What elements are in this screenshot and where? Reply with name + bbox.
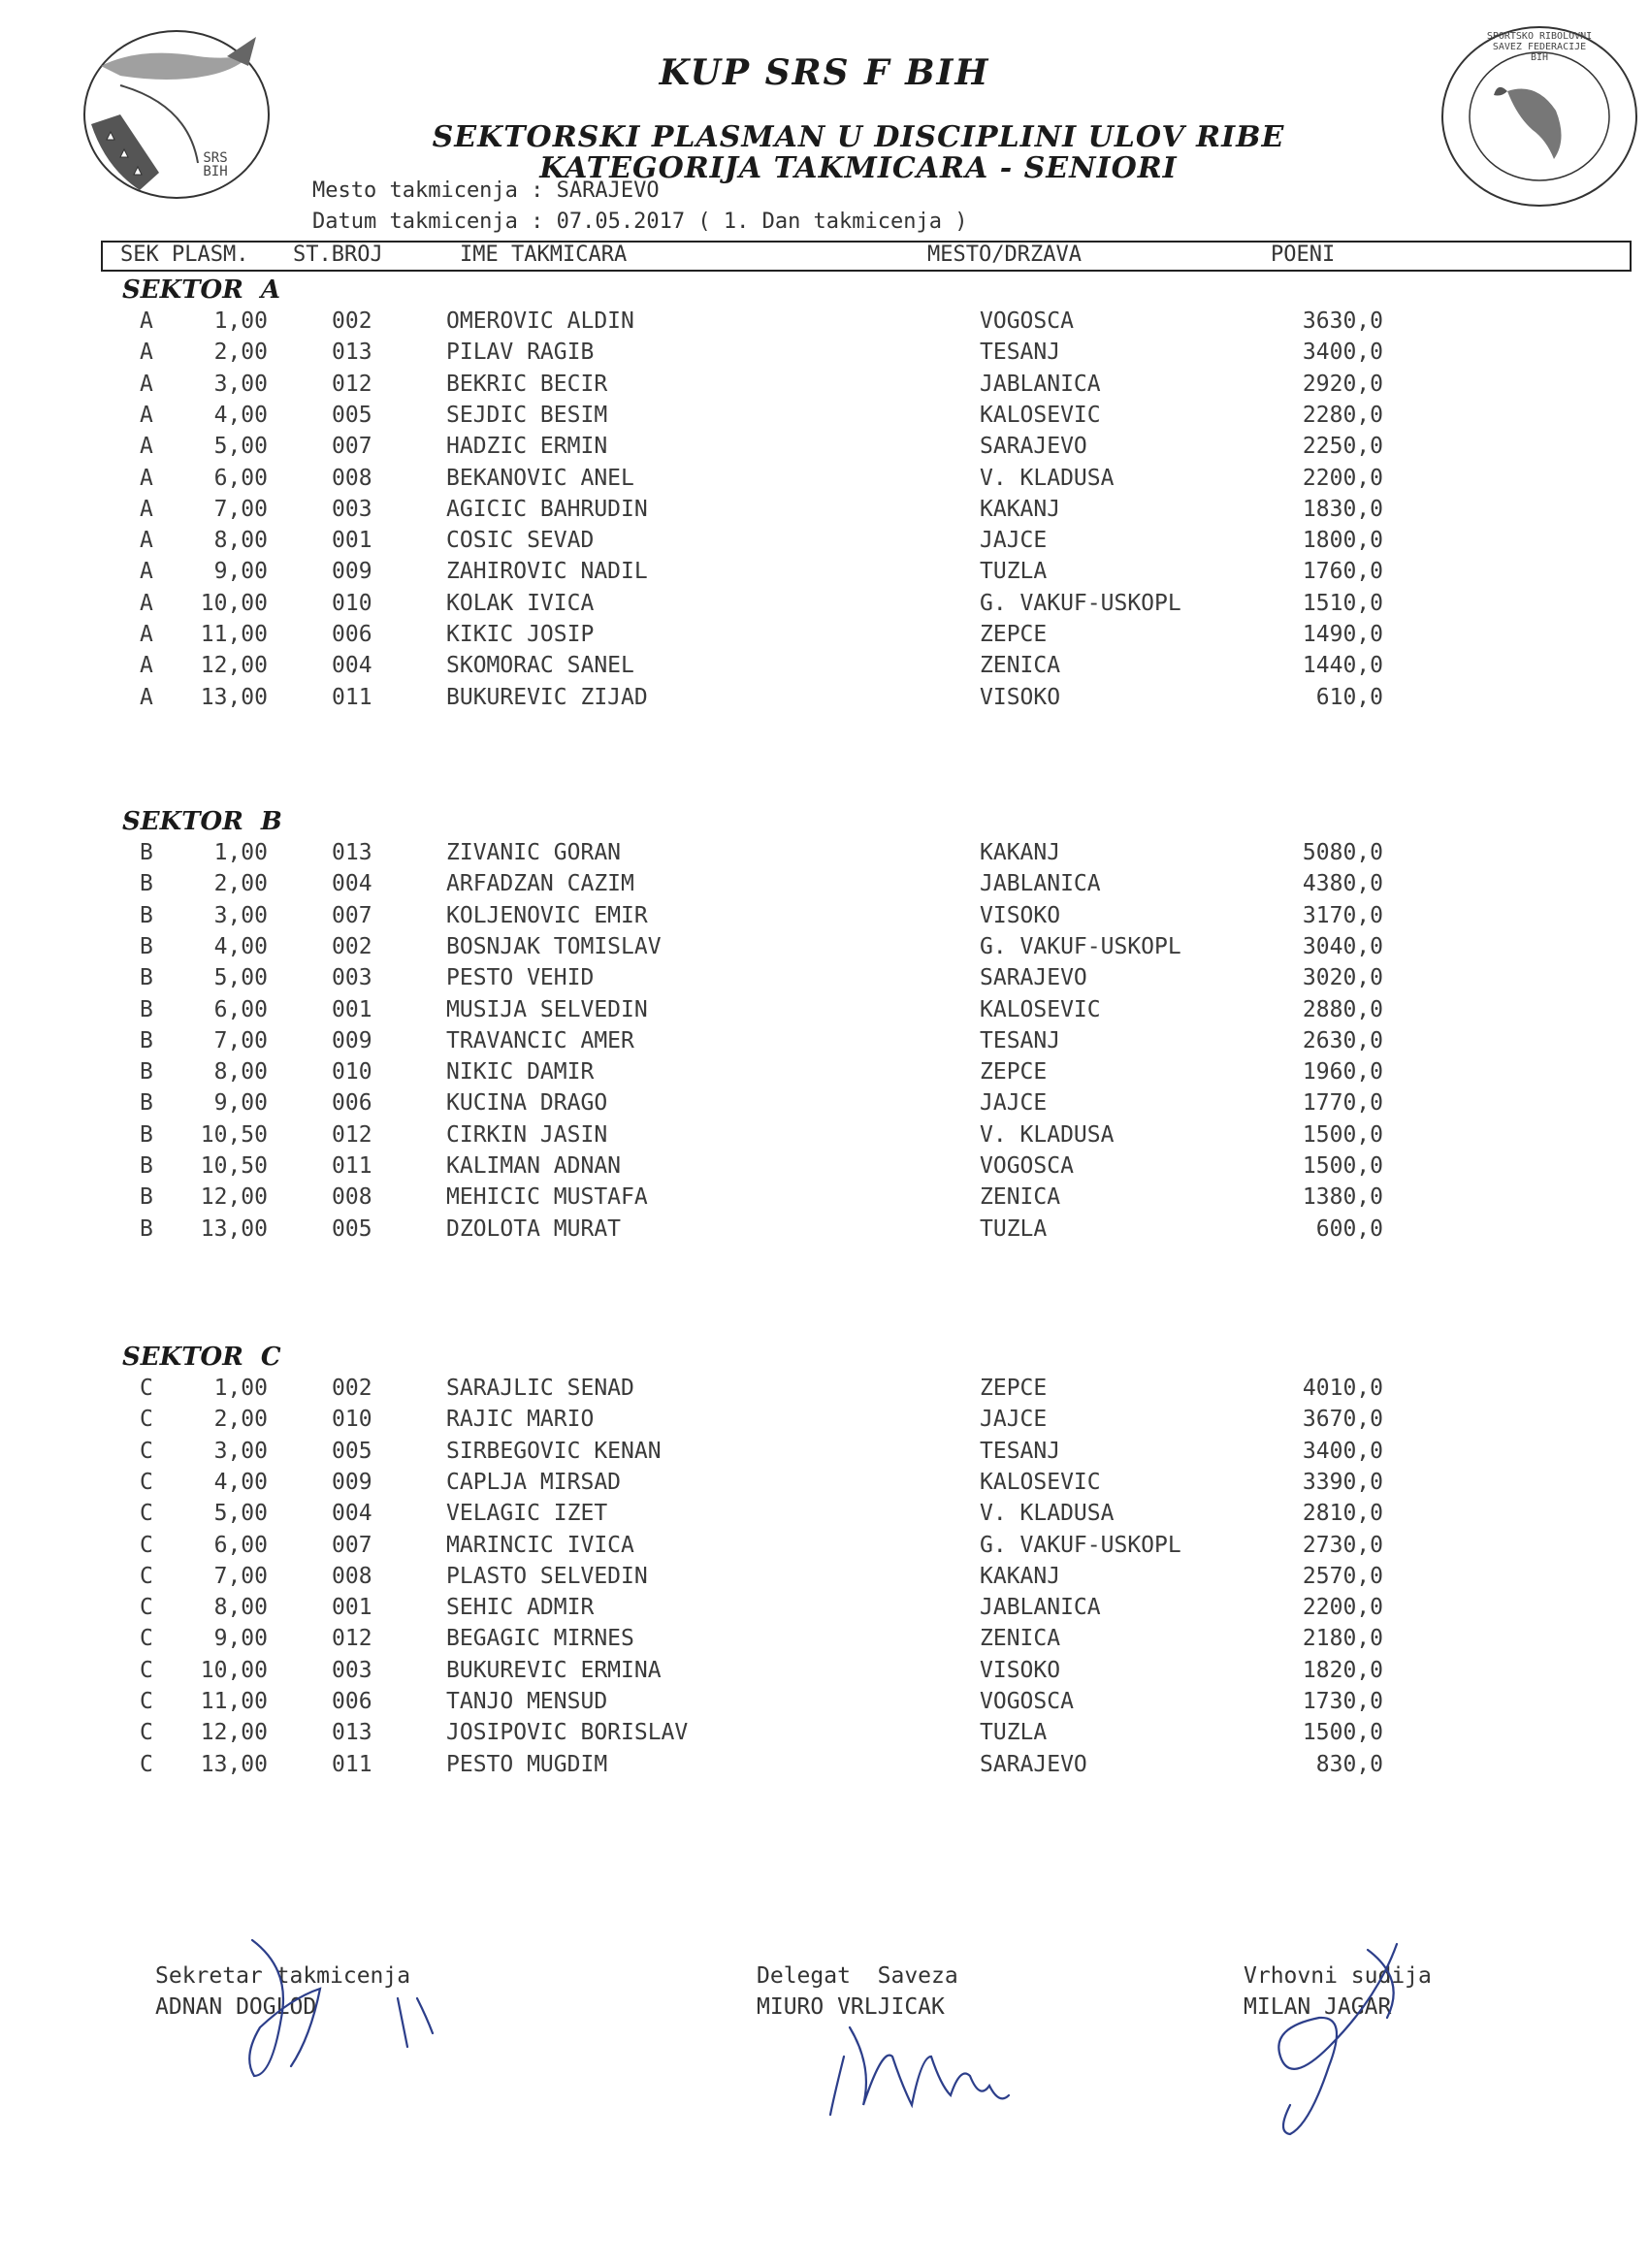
points: 5080,0	[1302, 840, 1383, 865]
placement: 6,00	[213, 996, 268, 1022]
subtitle-category: KATEGORIJA TAKMICARA - SENIORI	[539, 151, 1178, 185]
start-number: 012	[332, 371, 372, 397]
competitor-name: BEGAGIC MIRNES	[446, 1626, 634, 1652]
points: 1500,0	[1302, 1153, 1383, 1179]
placement: 7,00	[213, 1027, 268, 1053]
start-number: 001	[332, 996, 372, 1022]
competitor-name: COSIC SEVAD	[446, 528, 595, 554]
start-number: 005	[332, 1438, 372, 1464]
start-number: 001	[332, 528, 372, 554]
club-location: KALOSEVIC	[980, 1469, 1101, 1495]
sector-title: SEKTOR A	[122, 275, 281, 305]
competitor-name: RAJIC MARIO	[446, 1407, 595, 1433]
sector-letter: C	[140, 1626, 153, 1652]
club-location: VOGOSCA	[980, 1153, 1074, 1179]
start-number: 009	[332, 1027, 372, 1053]
start-number: 006	[332, 1090, 372, 1117]
start-number: 004	[332, 653, 372, 679]
competitor-name: BEKRIC BECIR	[446, 371, 608, 397]
points: 3020,0	[1302, 965, 1383, 991]
placement: 5,00	[213, 965, 268, 991]
competitor-name: ZAHIROVIC NADIL	[446, 559, 648, 585]
club-location: ZEPCE	[980, 1059, 1048, 1085]
club-location: JABLANICA	[980, 371, 1101, 397]
points: 1440,0	[1302, 653, 1383, 679]
points: 2570,0	[1302, 1563, 1383, 1589]
sector-letter: B	[140, 1121, 153, 1148]
competitor-name: SARAJLIC SENAD	[446, 1376, 634, 1401]
sector-letter: C	[140, 1720, 153, 1746]
competitor-name: MUSIJA SELVEDIN	[446, 996, 648, 1022]
club-location: G. VAKUF-USKOPL	[980, 933, 1181, 959]
points: 2630,0	[1302, 1027, 1383, 1053]
competitor-name: PLASTO SELVEDIN	[446, 1563, 648, 1589]
sector-title: SEKTOR B	[122, 807, 282, 836]
points: 2880,0	[1302, 996, 1383, 1022]
sector-letter: C	[140, 1532, 153, 1558]
club-location: SARAJEVO	[980, 1751, 1087, 1777]
competitor-name: NIKIC DAMIR	[446, 1059, 595, 1085]
competitor-name: CIRKIN JASIN	[446, 1121, 608, 1148]
club-location: ZEPCE	[980, 1376, 1048, 1401]
competitor-name: CAPLJA MIRSAD	[446, 1469, 622, 1495]
points: 1960,0	[1302, 1059, 1383, 1085]
competitor-name: KIKIC JOSIP	[446, 622, 595, 647]
placement: 6,00	[213, 1532, 268, 1558]
placement: 2,00	[213, 340, 268, 366]
sector-letter: A	[140, 496, 153, 522]
club-location: TUZLA	[980, 1215, 1048, 1242]
delegate-role: Delegat Saveza	[757, 1963, 958, 1989]
sector-letter: A	[140, 590, 153, 616]
placement: 4,00	[213, 933, 268, 959]
sector-letter: B	[140, 902, 153, 928]
points: 1820,0	[1302, 1657, 1383, 1683]
sector-letter: B	[140, 1153, 153, 1179]
points: 4380,0	[1302, 871, 1383, 897]
sector-letter: C	[140, 1689, 153, 1714]
sector-letter: B	[140, 1184, 153, 1211]
sector-letter: C	[140, 1469, 153, 1495]
competitor-name: SKOMORAC SANEL	[446, 653, 634, 679]
points: 1490,0	[1302, 622, 1383, 647]
club-location: JAJCE	[980, 528, 1048, 554]
placement: 12,00	[200, 653, 268, 679]
sector-letter: A	[140, 559, 153, 585]
placement: 6,00	[213, 465, 268, 491]
club-location: SARAJEVO	[980, 434, 1087, 460]
sector-letter: C	[140, 1563, 153, 1589]
placement: 2,00	[213, 871, 268, 897]
competitor-name: HADZIC ERMIN	[446, 434, 608, 460]
club-location: TUZLA	[980, 559, 1048, 585]
points: 3400,0	[1302, 1438, 1383, 1464]
competitor-name: AGICIC BAHRUDIN	[446, 496, 648, 522]
competitor-name: ZIVANIC GORAN	[446, 840, 622, 865]
club-location: JAJCE	[980, 1090, 1048, 1117]
sector-letter: B	[140, 840, 153, 865]
seal-text: SPORTSKO RIBOLOVNI SAVEZ FEDERACIJE BIH	[1486, 31, 1593, 63]
club-location: SARAJEVO	[980, 965, 1087, 991]
club-location: V. KLADUSA	[980, 465, 1115, 491]
sector-letter: C	[140, 1751, 153, 1777]
placement: 5,00	[213, 434, 268, 460]
page-title: KUP SRS F BIH	[659, 52, 990, 93]
start-number: 010	[332, 1407, 372, 1433]
sector-letter: C	[140, 1438, 153, 1464]
start-number: 009	[332, 559, 372, 585]
start-number: 008	[332, 1563, 372, 1589]
start-number: 013	[332, 840, 372, 865]
club-location: ZENICA	[980, 1184, 1061, 1211]
sector-letter: A	[140, 402, 153, 428]
judge-role: Vrhovni sudija	[1244, 1963, 1432, 1989]
start-number: 007	[332, 434, 372, 460]
club-location: V. KLADUSA	[980, 1501, 1115, 1527]
sector-letter: B	[140, 933, 153, 959]
club-location: V. KLADUSA	[980, 1121, 1115, 1148]
placement: 3,00	[213, 371, 268, 397]
start-number: 002	[332, 1376, 372, 1401]
sector-letter: A	[140, 308, 153, 334]
placement: 4,00	[213, 402, 268, 428]
club-location: KAKANJ	[980, 496, 1061, 522]
competitor-name: MARINCIC IVICA	[446, 1532, 634, 1558]
start-number: 006	[332, 1689, 372, 1714]
competitor-name: BOSNJAK TOMISLAV	[446, 933, 662, 959]
start-number: 009	[332, 1469, 372, 1495]
competitor-name: JOSIPOVIC BORISLAV	[446, 1720, 689, 1746]
start-number: 003	[332, 496, 372, 522]
start-number: 010	[332, 1059, 372, 1085]
club-location: KAKANJ	[980, 840, 1061, 865]
club-location: VISOKO	[980, 1657, 1061, 1683]
competitor-name: PESTO VEHID	[446, 965, 595, 991]
placement: 7,00	[213, 496, 268, 522]
sector-letter: B	[140, 1090, 153, 1117]
competitor-name: SIRBEGOVIC KENAN	[446, 1438, 662, 1464]
competitor-name: SEHIC ADMIR	[446, 1595, 595, 1621]
start-number: 007	[332, 902, 372, 928]
club-location: VISOKO	[980, 902, 1061, 928]
delegate-name: MIURO VRLJICAK	[757, 1994, 945, 2020]
competitor-name: PESTO MUGDIM	[446, 1751, 608, 1777]
points: 3670,0	[1302, 1407, 1383, 1433]
club-location: KALOSEVIC	[980, 402, 1101, 428]
points: 1770,0	[1302, 1090, 1383, 1117]
placement: 7,00	[213, 1563, 268, 1589]
placement: 12,00	[200, 1720, 268, 1746]
points: 3630,0	[1302, 308, 1383, 334]
points: 3390,0	[1302, 1469, 1383, 1495]
placement: 11,00	[200, 1689, 268, 1714]
club-location: JABLANICA	[980, 871, 1101, 897]
start-number: 007	[332, 1532, 372, 1558]
competition-date: Datum takmicenja : 07.05.2017 ( 1. Dan takmicenja )	[312, 210, 968, 234]
points: 2810,0	[1302, 1501, 1383, 1527]
points: 2200,0	[1302, 465, 1383, 491]
placement: 9,00	[213, 1090, 268, 1117]
start-number: 008	[332, 465, 372, 491]
start-number: 012	[332, 1626, 372, 1652]
competitor-name: KALIMAN ADNAN	[446, 1153, 622, 1179]
points: 1500,0	[1302, 1121, 1383, 1148]
col-sek-plasm: SEK PLASM.	[120, 243, 249, 267]
sector-title: SEKTOR C	[122, 1343, 281, 1372]
start-number: 005	[332, 1215, 372, 1242]
col-poeni: POENI	[1271, 243, 1336, 267]
competitor-name: BUKUREVIC ERMINA	[446, 1657, 662, 1683]
points: 610,0	[1315, 684, 1383, 710]
competitor-name: PILAV RAGIB	[446, 340, 595, 366]
placement: 4,00	[213, 1469, 268, 1495]
placement: 8,00	[213, 528, 268, 554]
sector-letter: B	[140, 1059, 153, 1085]
points: 3400,0	[1302, 340, 1383, 366]
secretary-signature	[249, 1940, 433, 2076]
sector-letter: A	[140, 434, 153, 460]
sector-letter: B	[140, 965, 153, 991]
judge-name: MILAN JAGAR	[1244, 1994, 1392, 2020]
club-location: KALOSEVIC	[980, 996, 1101, 1022]
club-location: ZEPCE	[980, 622, 1048, 647]
start-number: 013	[332, 1720, 372, 1746]
placement: 8,00	[213, 1595, 268, 1621]
club-location: G. VAKUF-USKOPL	[980, 590, 1181, 616]
placement: 13,00	[200, 684, 268, 710]
points: 2180,0	[1302, 1626, 1383, 1652]
competitor-name: VELAGIC IZET	[446, 1501, 608, 1527]
sector-letter: C	[140, 1407, 153, 1433]
club-location: G. VAKUF-USKOPL	[980, 1532, 1181, 1558]
placement: 2,00	[213, 1407, 268, 1433]
points: 1380,0	[1302, 1184, 1383, 1211]
start-number: 003	[332, 1657, 372, 1683]
club-location: VISOKO	[980, 684, 1061, 710]
sector-letter: A	[140, 653, 153, 679]
placement: 10,50	[200, 1121, 268, 1148]
sector-letter: A	[140, 465, 153, 491]
start-number: 002	[332, 933, 372, 959]
club-location: VOGOSCA	[980, 1689, 1074, 1714]
points: 1730,0	[1302, 1689, 1383, 1714]
club-location: TUZLA	[980, 1720, 1048, 1746]
start-number: 003	[332, 965, 372, 991]
placement: 9,00	[213, 1626, 268, 1652]
start-number: 004	[332, 871, 372, 897]
sector-letter: C	[140, 1376, 153, 1401]
col-mesto: MESTO/DRZAVA	[927, 243, 1082, 267]
sector-letter: A	[140, 528, 153, 554]
start-number: 011	[332, 684, 372, 710]
start-number: 001	[332, 1595, 372, 1621]
club-location: ZENICA	[980, 653, 1061, 679]
points: 3040,0	[1302, 933, 1383, 959]
subtitle-discipline: SEKTORSKI PLASMAN U DISCIPLINI ULOV RIBE	[432, 120, 1285, 154]
judge-signature	[1278, 1944, 1397, 2134]
start-number: 006	[332, 622, 372, 647]
points: 1830,0	[1302, 496, 1383, 522]
sector-letter: B	[140, 1027, 153, 1053]
competitor-name: SEJDIC BESIM	[446, 402, 608, 428]
competitor-name: TRAVANCIC AMER	[446, 1027, 634, 1053]
placement: 11,00	[200, 622, 268, 647]
sector-letter: B	[140, 1215, 153, 1242]
start-number: 013	[332, 340, 372, 366]
secretary-role: Sekretar takmicenja	[155, 1963, 411, 1989]
points: 2920,0	[1302, 371, 1383, 397]
sector-letter: C	[140, 1657, 153, 1683]
delegate-signature	[830, 2027, 1009, 2115]
club-location: ZENICA	[980, 1626, 1061, 1652]
sector-letter: A	[140, 622, 153, 647]
club-location: KAKANJ	[980, 1563, 1061, 1589]
competitor-name: BUKUREVIC ZIJAD	[446, 684, 648, 710]
start-number: 011	[332, 1153, 372, 1179]
club-location: TESANJ	[980, 340, 1061, 366]
secretary-name: ADNAN DOGLOD	[155, 1994, 317, 2020]
points: 1500,0	[1302, 1720, 1383, 1746]
points: 830,0	[1315, 1751, 1383, 1777]
placement: 12,00	[200, 1184, 268, 1211]
placement: 10,50	[200, 1153, 268, 1179]
points: 4010,0	[1302, 1376, 1383, 1401]
placement: 1,00	[213, 840, 268, 865]
placement: 13,00	[200, 1751, 268, 1777]
placement: 1,00	[213, 308, 268, 334]
competitor-name: ARFADZAN CAZIM	[446, 871, 634, 897]
club-location: VOGOSCA	[980, 308, 1074, 334]
points: 2280,0	[1302, 402, 1383, 428]
competitor-name: DZOLOTA MURAT	[446, 1215, 622, 1242]
start-number: 012	[332, 1121, 372, 1148]
competitor-name: TANJO MENSUD	[446, 1689, 608, 1714]
points: 1510,0	[1302, 590, 1383, 616]
club-location: TESANJ	[980, 1438, 1061, 1464]
competitor-name: KOLJENOVIC EMIR	[446, 902, 648, 928]
placement: 10,00	[200, 1657, 268, 1683]
sector-letter: C	[140, 1595, 153, 1621]
points: 2250,0	[1302, 434, 1383, 460]
start-number: 002	[332, 308, 372, 334]
start-number: 005	[332, 402, 372, 428]
competitor-name: MEHICIC MUSTAFA	[446, 1184, 648, 1211]
club-location: JAJCE	[980, 1407, 1048, 1433]
sector-letter: A	[140, 371, 153, 397]
start-number: 011	[332, 1751, 372, 1777]
placement: 5,00	[213, 1501, 268, 1527]
placement: 13,00	[200, 1215, 268, 1242]
sector-letter: B	[140, 871, 153, 897]
competitor-name: KOLAK IVICA	[446, 590, 595, 616]
col-ime: IME TAKMICARA	[460, 243, 628, 267]
logo-left-text: SRS BIH	[203, 150, 228, 179]
competitor-name: OMEROVIC ALDIN	[446, 308, 634, 334]
placement: 1,00	[213, 1376, 268, 1401]
sector-letter: A	[140, 340, 153, 366]
sector-letter: B	[140, 996, 153, 1022]
start-number: 008	[332, 1184, 372, 1211]
competitor-name: KUCINA DRAGO	[446, 1090, 608, 1117]
points: 2200,0	[1302, 1595, 1383, 1621]
club-location: TESANJ	[980, 1027, 1061, 1053]
points: 600,0	[1315, 1215, 1383, 1242]
points: 1760,0	[1302, 559, 1383, 585]
points: 3170,0	[1302, 902, 1383, 928]
start-number: 010	[332, 590, 372, 616]
placement: 3,00	[213, 1438, 268, 1464]
placement: 8,00	[213, 1059, 268, 1085]
points: 1800,0	[1302, 528, 1383, 554]
placement: 3,00	[213, 902, 268, 928]
sector-letter: C	[140, 1501, 153, 1527]
col-st-broj: ST.BROJ	[293, 243, 383, 267]
club-location: JABLANICA	[980, 1595, 1101, 1621]
placement: 10,00	[200, 590, 268, 616]
start-number: 004	[332, 1501, 372, 1527]
competitor-name: BEKANOVIC ANEL	[446, 465, 634, 491]
points: 2730,0	[1302, 1532, 1383, 1558]
sector-letter: A	[140, 684, 153, 710]
placement: 9,00	[213, 559, 268, 585]
competition-location: Mesto takmicenja : SARAJEVO	[312, 178, 660, 203]
